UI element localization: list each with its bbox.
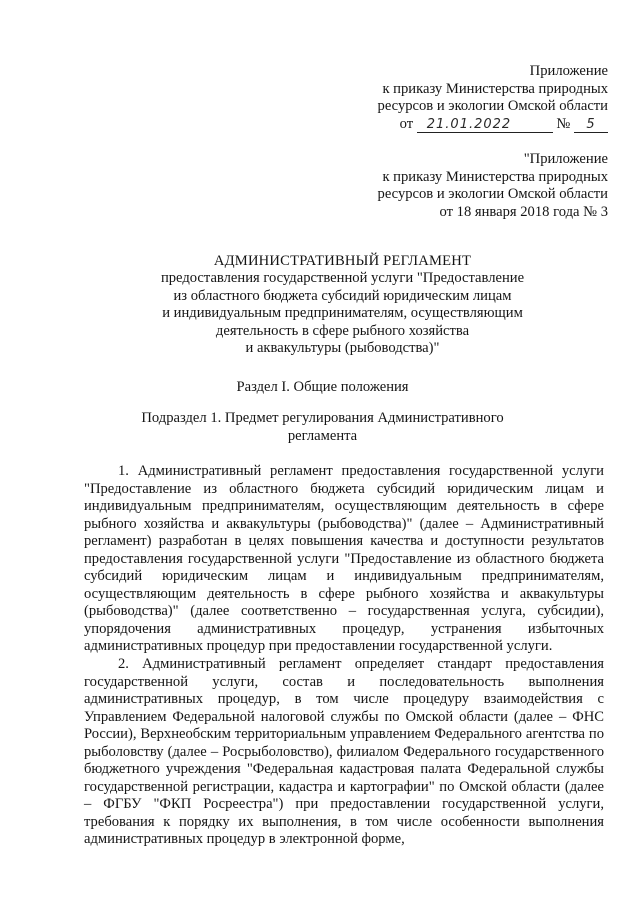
section-heading: Раздел I. Общие положения <box>236 379 409 395</box>
appendix-original-line4: от 18 января 2018 года № 3 <box>439 203 608 220</box>
title-line5: деятельность в сфере рыбного хозяйства <box>215 322 470 339</box>
number-sign: № <box>556 115 571 132</box>
title-line2: предоставления государственной услуги "Предоставление <box>160 270 525 287</box>
appendix-current-line1: Приложение <box>529 63 608 79</box>
appendix-current <box>378 63 608 133</box>
subsection-heading <box>90 410 555 445</box>
paragraph-2: 2. Административный регламент определяет стандарт предоставления государственной услуги, состав и последовательность выполнения административных процедур, в том числе процедуру взаимодействия с Управлением Федеральной налоговой службы по Омской области (далее – ФНС России), Верхнеобским территориальным управлением Федерального агентства по рыболовству (далее – Росрыболовство), филиалом Федерального государственного бюджетного учреждения "Федеральная кадастровая палата Федеральной службы государственной регистрации, кадастра и картографии" по Омской области (далее – ФГБУ "ФКП Росреестра") при предоставлении государственной услуги, требования к порядку их выполнения, в том числе особенности выполнения административных процедур в электронной форме, <box>84 656 604 848</box>
handwritten-date: 21.01.2022 <box>417 118 553 133</box>
title-main: АДМИНИСТРАТИВНЫЙ РЕГЛАМЕНТ <box>213 253 472 269</box>
date-prefix: от <box>399 115 414 132</box>
title-line4: и индивидуальным предпринимателям, осуществляющим <box>162 305 523 322</box>
appendix-original-line3: ресурсов и экологии Омской области <box>377 186 608 203</box>
appendix-current-date-line <box>378 116 608 134</box>
regulation-title <box>130 253 555 357</box>
appendix-original-line2: к приказу Министерства природных <box>382 168 608 185</box>
paragraph-1: 1. Административный регламент предоставления государственной услуги "Предоставление из областного бюджета субсидий юридическим лицам и индивидуальным предпринимателям, осуществляющим деятельность в сфере рыбного хозяйства и аквакультуры (рыбоводства)" (далее – Административный регламент) разработан в целях повышения качества и доступности результатов предоставления государственной услуги "Предоставление из областного бюджета субсидий юридическим лицам и индивидуальным предпринимателям, осуществляющим деятельность в сфере рыбного хозяйства и аквакультуры (рыбоводства)" (далее соответственно – государственная услуга, субсидии), упорядочения административных процедур, устранения избыточных административных процедур при предоставлении государственной услуги. <box>84 463 604 655</box>
title-line6: и аквакультуры (рыбоводства)" <box>245 340 440 357</box>
appendix-original <box>378 151 608 221</box>
subsection-line1: Подраздел 1. Предмет регулирования Административного <box>141 410 504 426</box>
appendix-current-line2: к приказу Министерства природных <box>382 80 608 97</box>
appendix-original-line1: "Приложение <box>523 151 608 167</box>
title-line3: из областного бюджета субсидий юридическим лицам <box>173 287 512 304</box>
body-text <box>84 463 604 849</box>
subsection-line2: регламента <box>287 427 358 444</box>
handwritten-number: 5 <box>574 118 608 133</box>
appendix-current-line3: ресурсов и экологии Омской области <box>377 98 608 115</box>
